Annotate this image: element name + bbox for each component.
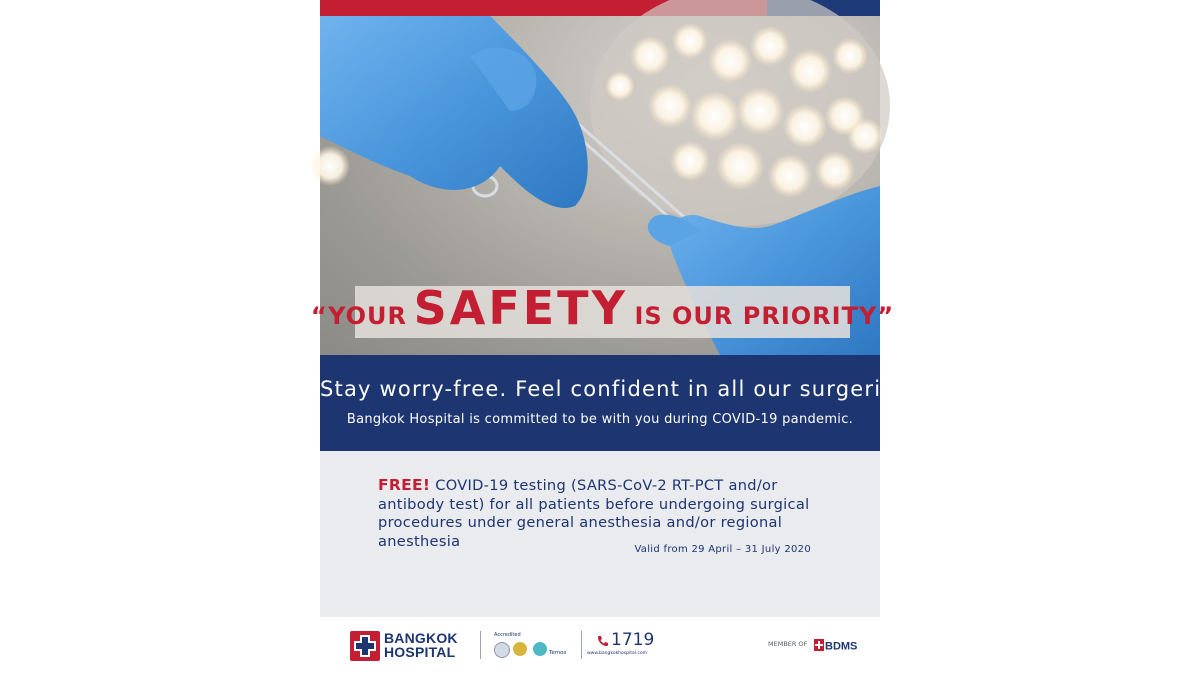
divider <box>581 631 582 659</box>
phone-icon <box>597 635 609 647</box>
quote-box <box>310 281 895 338</box>
member-of-bdms <box>768 639 858 653</box>
validity-text: Valid from 29 April – 31 July 2020 <box>634 544 811 555</box>
hospital-cross-icon <box>350 631 380 661</box>
temos-badge-icon <box>533 642 547 656</box>
accredited-label: Accredited <box>494 632 521 638</box>
footer <box>320 617 880 675</box>
banner-subline: Bangkok Hospital is committed to be with you during COVID-19 pandemic. <box>346 412 854 427</box>
quote-emphasis: SAFETY <box>413 281 628 335</box>
member-label: MEMBER OF <box>768 640 808 648</box>
bdms-logo <box>814 639 858 653</box>
accreditation <box>494 632 574 662</box>
website-url: www.bangkokhospital.com <box>587 651 648 656</box>
brand-line-2: HOSPITAL <box>384 644 456 660</box>
bangkok-hospital-logo <box>350 631 470 661</box>
offer-panel <box>320 451 880 617</box>
banner <box>320 355 916 451</box>
hotline <box>587 630 687 662</box>
divider <box>480 631 481 659</box>
quote-open: “YOUR <box>310 302 408 330</box>
safety-quote <box>310 281 895 338</box>
offer-text-block <box>378 476 823 551</box>
group-name: BDMS <box>825 640 858 653</box>
quote-rest: IS OUR PRIORITY” <box>634 302 895 330</box>
jci-badge-icon <box>494 642 510 658</box>
brand-line-1: BANGKOK <box>384 630 458 646</box>
offer-description: COVID-19 testing (SARS-CoV-2 RT-PCT and/or antibody test) for all patients before undergoing surgical procedures under general anesthesia and/or regional anesthesia <box>378 477 810 550</box>
temos-label: Temos <box>549 650 567 656</box>
brand-name <box>384 631 458 659</box>
banner-headline: Stay worry-free. Feel confident in all our surgeries. <box>320 377 916 401</box>
ha-badge-icon <box>513 642 527 656</box>
hotline-number: 1719 <box>611 630 655 650</box>
advertisement-poster <box>310 0 916 675</box>
left-glove <box>320 16 588 208</box>
free-label: FREE! <box>378 476 431 494</box>
surgery-photo <box>310 16 895 355</box>
